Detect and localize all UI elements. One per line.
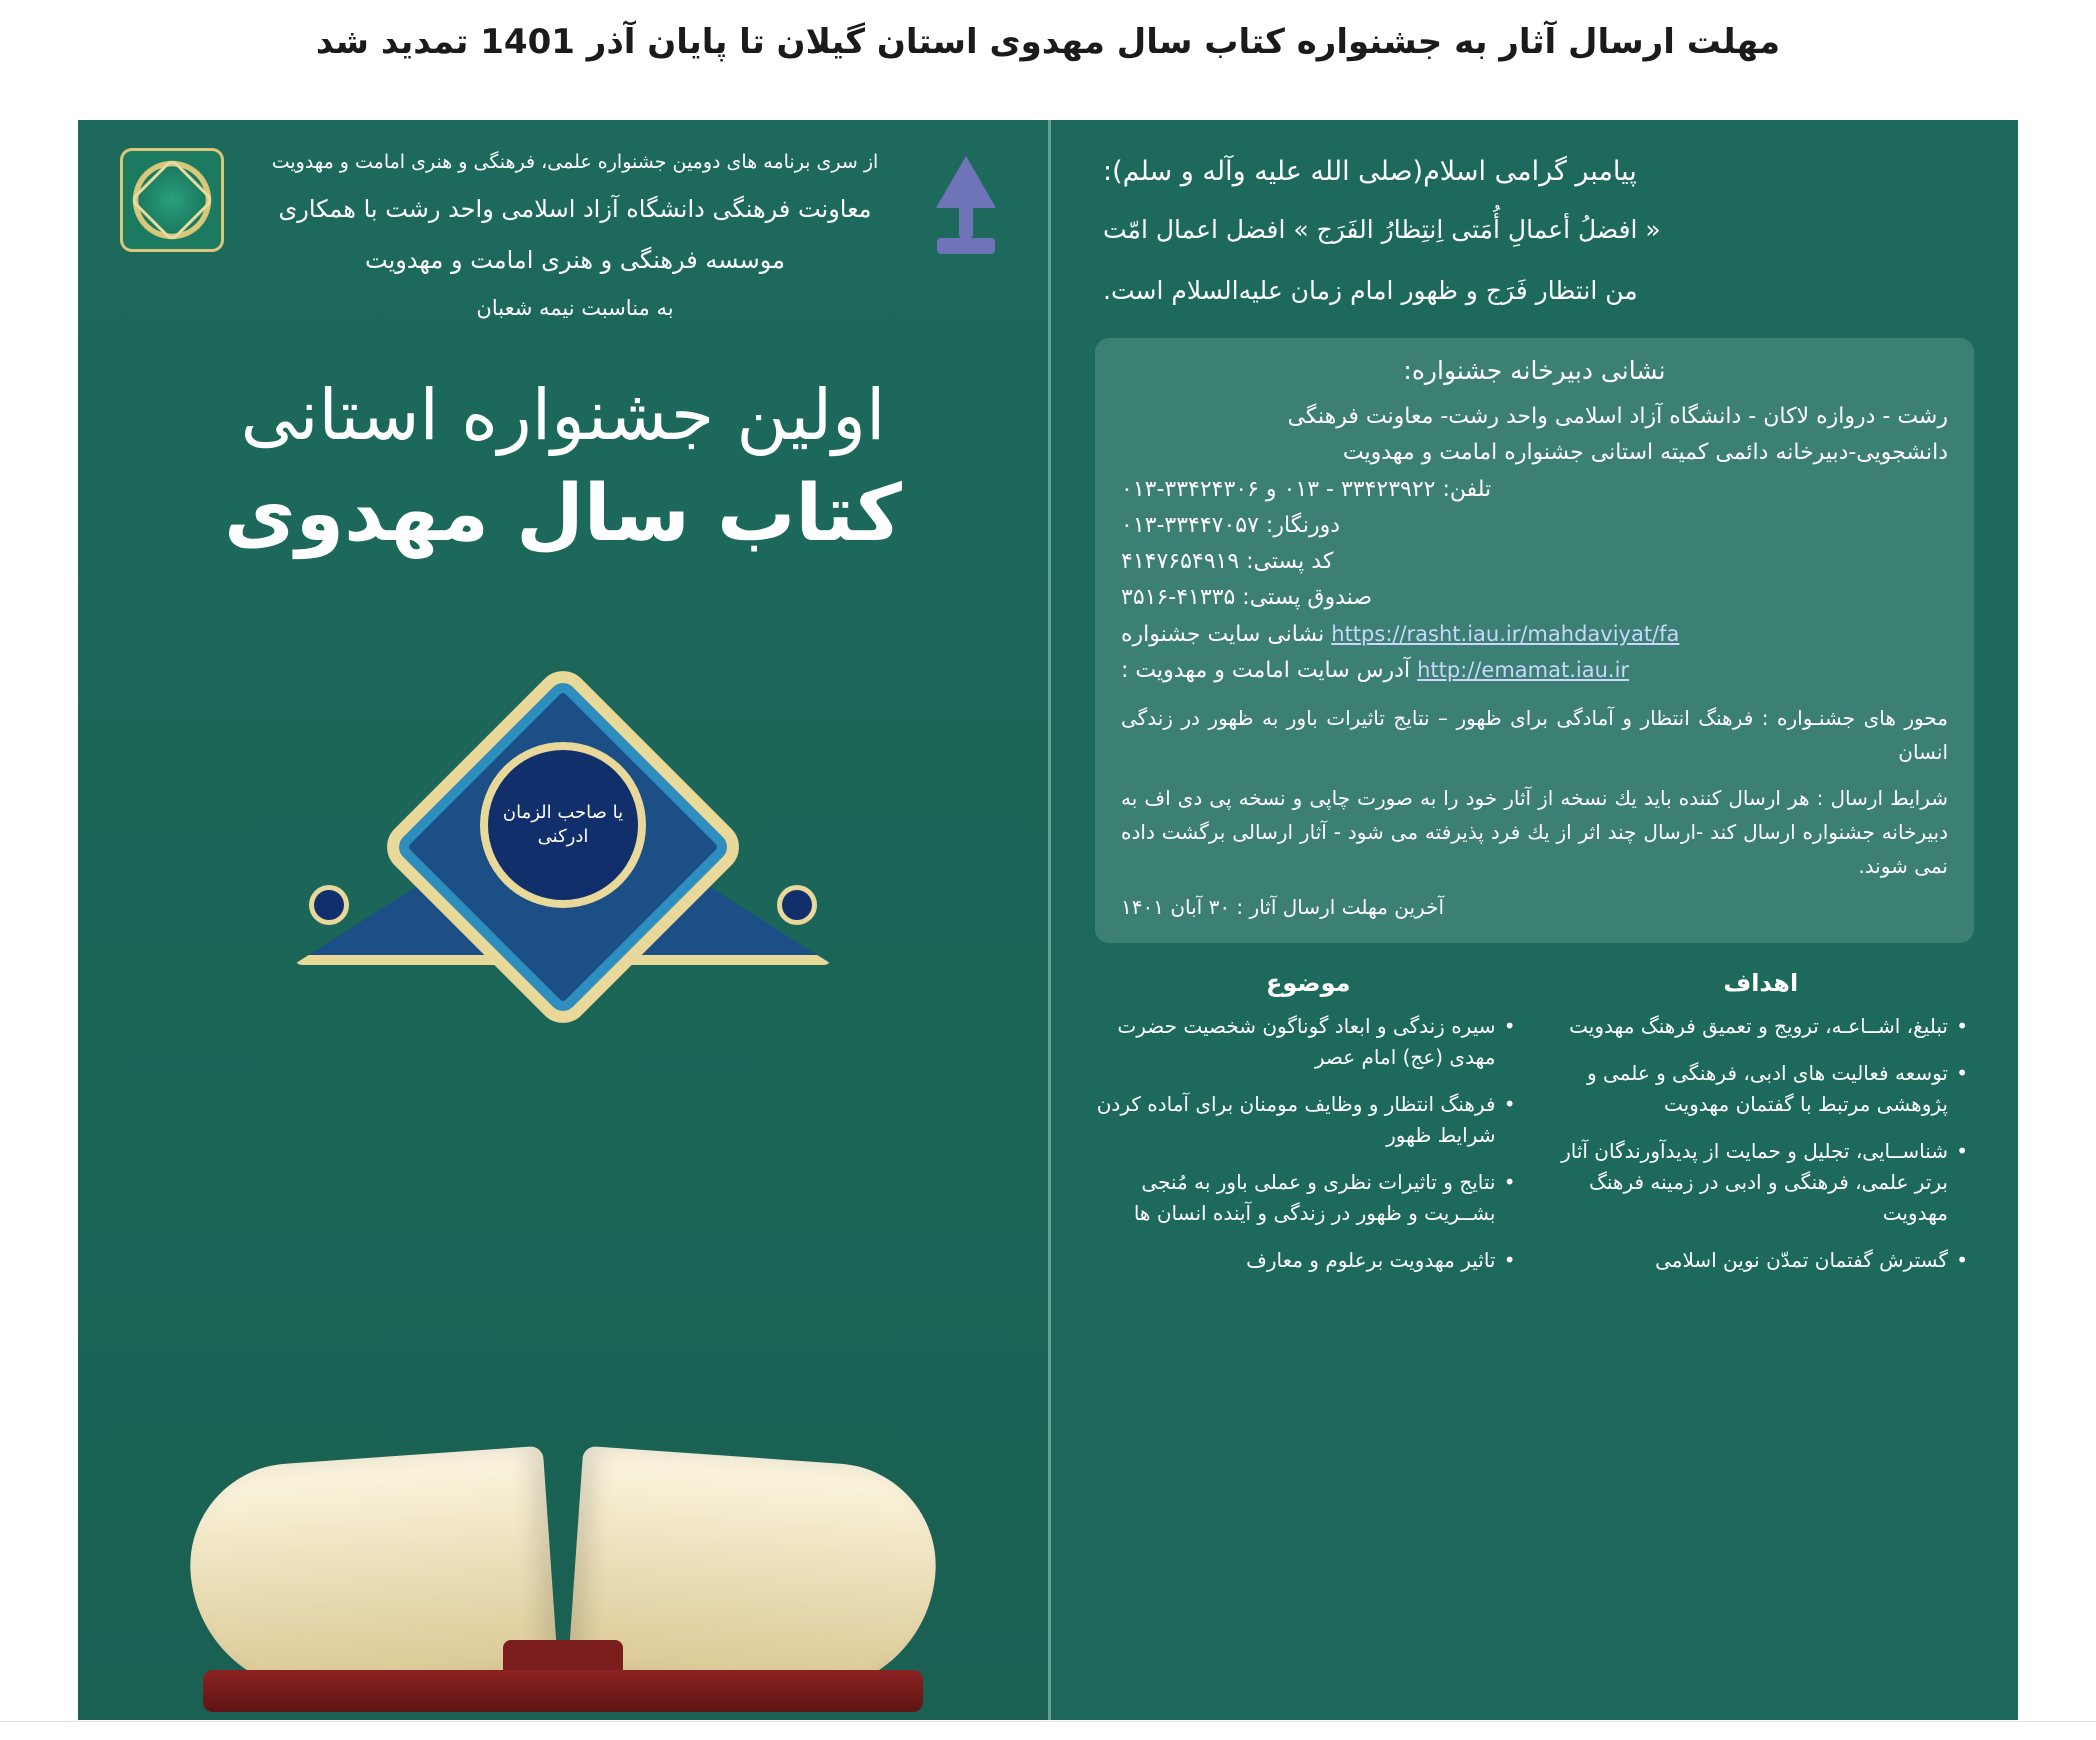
azad-logo-stem — [959, 200, 973, 238]
azad-logo-base — [937, 238, 995, 254]
poster-front-panel — [78, 120, 1048, 1720]
topics-column — [1095, 969, 1522, 1292]
list-item: • نتایج و تاثیرات نظری و عملی باور به مُنجی بشــریت و ظهور در زندگی و آینده انسان ها — [1095, 1167, 1496, 1229]
list-item: • فرهنگ انتظار و وظایف مومنان برای آماده کردن شرایط ظهور — [1095, 1089, 1496, 1151]
poster-image — [78, 120, 2018, 1720]
page-headline: مهلت ارسال آثار به جشنواره کتاب سال مهدوی استان گیلان تا پایان آذر 1401 تمدید شد — [315, 22, 1781, 62]
ornament-dot-left — [309, 885, 349, 925]
goals-column — [1548, 969, 1975, 1292]
goals-heading: اهداف — [1723, 969, 1799, 998]
book-cover — [203, 1670, 923, 1712]
ornament-shape — [303, 675, 823, 1035]
secretariat-title: نشانی دبیرخانه جشنواره: — [1403, 356, 1666, 385]
open-book-illustration — [183, 1382, 943, 1712]
hadith-title: پیامبر گرامی اسلام(صلی الله علیه وآله و سلم): — [1103, 156, 1637, 187]
hadith-block — [1085, 150, 1984, 312]
azad-university-logo — [918, 148, 1014, 268]
emamat-mahdaviat-seal — [112, 148, 232, 252]
secretariat-address-line-1: رشت - دروازه لاکان - دانشگاه آزاد اسلامی واحد رشت- معاونت فرهنگی — [1287, 404, 1948, 429]
organizer-line-2: معاونت فرهنگی دانشگاه آزاد اسلامی واحد رشت با همکاری — [278, 194, 872, 223]
page-footer-divider — [0, 1721, 2096, 1740]
organizer-line-3: موسسه فرهنگی و هنری امامت و مهدویت — [365, 245, 785, 274]
organizer-line-1: از سری برنامه های دومین جشنواره علمی، فرهنگی و هنری امامت و مهدویت — [271, 151, 879, 173]
front-organizer-texts — [232, 148, 918, 324]
festival-site-row — [1121, 617, 1948, 653]
topics-goals-columns — [1095, 969, 1974, 1292]
goals-list — [1548, 1011, 1975, 1276]
azad-logo-icon — [927, 154, 1005, 258]
festival-site-label: نشانی سایت جشنواره — [1121, 621, 1325, 647]
list-item: • سیره زندگی و ابعاد گوناگون شخصیت حضرت مهدی (عج) امام عصر — [1095, 1011, 1496, 1073]
secretariat-po-box: صندوق پستی: ۴۱۳۳۵-۳۵۱۶ — [1121, 585, 1372, 611]
topics-heading: موضوع — [1265, 969, 1351, 998]
secretariat-postal-code: کد پستی: ۴۱۴۷۶۵۴۹۱۹ — [1121, 549, 1334, 575]
secretariat-info-box — [1095, 338, 1974, 943]
submission-terms: شرایط ارسال : هر ارسال کننده باید یك نسخه از آثار خود را به صورت چاپی و نسخه پی دی اف به دبیرخانه جشنواره ارسال کند -ارسال چند اثر از یك فرد پذیرفته می شود - آثار ارسالی برگشت داده نمی شوند. — [1121, 786, 1948, 879]
topics-list — [1095, 1011, 1522, 1276]
front-header — [112, 148, 1014, 324]
emamat-site-link[interactable]: http://emamat.iau.ir — [1417, 658, 1630, 683]
islamic-ornament — [78, 640, 1048, 1070]
submission-deadline: آخرین مهلت ارسال آثار : ۳۰ آبان ۱۴۰۱ — [1121, 895, 1445, 920]
secretariat-fax: دورنگار: ۳۳۴۴۷۰۵۷-۰۱۳ — [1121, 512, 1340, 538]
mahdaviat-seal-icon — [120, 148, 224, 252]
list-item: • گسترش گفتمان تمدّن نوین اسلامی — [1548, 1245, 1949, 1276]
ornament-calligraphy: یا صاحب الزمان ادرکنی — [480, 742, 646, 908]
poster-back-panel — [1048, 120, 2018, 1720]
festival-axes: محور های جشنـواره : فرهنگ انتظار و آمادگی برای ظهور – نتایج تاثیرات باور به ظهور در زندگی انسان — [1121, 706, 1948, 765]
list-item: • شناســایی، تجلیل و حمایت از پدیدآورندگان آثار برتر علمی، فرهنگی و ادبی در زمینه فرهنگ مهدویت — [1548, 1136, 1949, 1229]
emamat-site-label: آدرس سایت امامت و مهدویت : — [1121, 658, 1411, 684]
festival-title — [112, 372, 1014, 563]
secretariat-phone: تلفن: ۳۳۴۲۳۹۲۲ - ۰۱۳ و ۳۳۴۲۴۳۰۶-۰۱۳ — [1121, 476, 1492, 502]
ornament-dot-right — [777, 885, 817, 925]
emamat-site-row — [1121, 653, 1948, 689]
festival-title-line-1: اولین جشنواره استانی — [240, 374, 886, 457]
book-page-right — [567, 1446, 942, 1701]
festival-site-link[interactable]: https://rasht.iau.ir/mahdaviyat/fa — [1331, 621, 1680, 646]
festival-title-line-2: کتاب سال مهدوی — [224, 468, 902, 559]
list-item: • توسعه فعالیت های ادبی، فرهنگی و علمی و پژوهشی مرتبط با گفتمان مهدویت — [1548, 1058, 1949, 1120]
list-item: • تبلیغ، اشــاعـه، ترویج و تعمیق فرهنگ مهدویت — [1548, 1011, 1949, 1042]
organizer-line-4: به مناسبت نیمه شعبان — [476, 295, 674, 320]
secretariat-address-line-2: دانشجویی-دبیرخانه دائمی کمیته استانی جشنواره امامت و مهدویت — [1342, 440, 1948, 466]
list-item: • تاثیر مهدویت برعلوم و معارف — [1095, 1245, 1496, 1276]
hadith-persian: من انتظار فَرَج و ظهور امام زمان علیه‌السلام است. — [1103, 275, 1638, 305]
hadith-arabic: « افضلُ أعمالِ أُمَتی اِنتِظارُ الفَرَج » افضل اعمال امّت — [1103, 215, 1661, 244]
